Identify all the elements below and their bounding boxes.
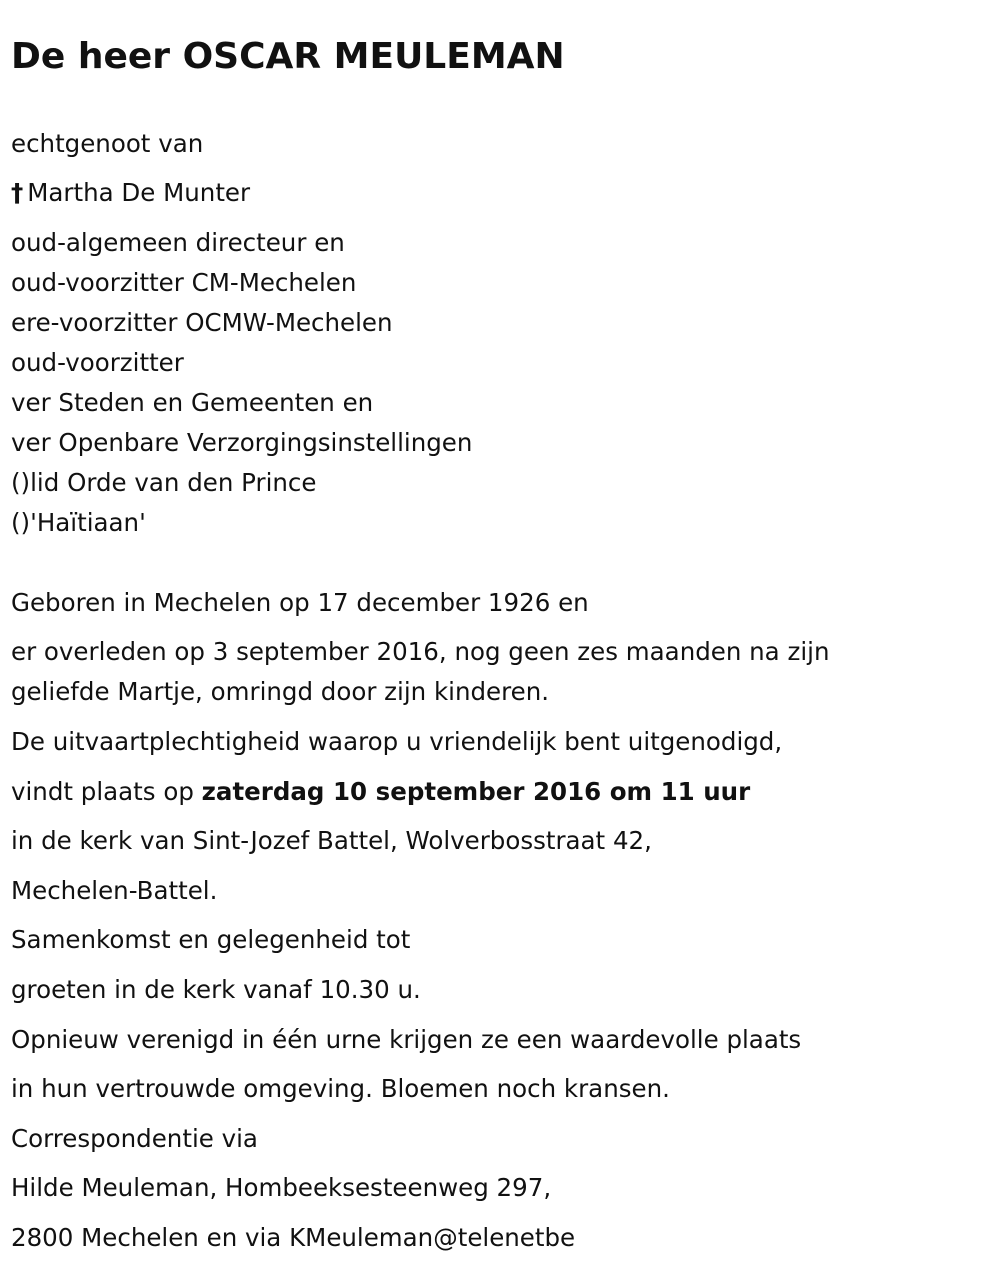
function-line: ()lid Orde van den Prince bbox=[11, 468, 317, 497]
gathering-line: groeten in de kerk vanaf 10.30 u. bbox=[11, 975, 421, 1004]
death-line: er overleden op 3 september 2016, nog geen zes maanden na zijn bbox=[11, 637, 830, 666]
spouse-intro: echtgenoot van bbox=[11, 129, 204, 158]
function-line: ver Openbare Verzorgingsinstellingen bbox=[11, 428, 473, 457]
page-title: De heer OSCAR MEULEMAN bbox=[11, 36, 565, 77]
ceremony-prefix: vindt plaats op bbox=[11, 777, 202, 806]
location-line: Mechelen-Battel. bbox=[11, 876, 218, 905]
function-line: oud-voorzitter bbox=[11, 348, 184, 377]
death-line: geliefde Martje, omringd door zijn kinderen. bbox=[11, 677, 550, 706]
urn-line: in hun vertrouwde omgeving. Bloemen noch kransen. bbox=[11, 1074, 670, 1103]
spouse-name: Martha De Munter bbox=[27, 178, 251, 207]
correspondence-line: Hilde Meuleman, Hombeeksesteenweg 297, bbox=[11, 1173, 552, 1202]
function-line: ver Steden en Gemeenten en bbox=[11, 388, 374, 417]
correspondence-line: 2800 Mechelen en via KMeuleman@telenetbe bbox=[11, 1223, 576, 1252]
cross-icon: † bbox=[11, 178, 24, 207]
ceremony-date-line bbox=[11, 777, 750, 807]
ceremony-date: zaterdag 10 september 2016 om 11 uur bbox=[201, 777, 751, 806]
ceremony-line: De uitvaartplechtigheid waarop u vriendelijk bent uitgenodigd, bbox=[11, 727, 783, 756]
location-line: in de kerk van Sint-Jozef Battel, Wolverbosstraat 42, bbox=[11, 826, 652, 855]
spouse-line bbox=[11, 178, 250, 208]
function-line: ere-voorzitter OCMW-Mechelen bbox=[11, 308, 393, 337]
function-line: ()'Haïtiaan' bbox=[11, 508, 146, 537]
correspondence-line: Correspondentie via bbox=[11, 1124, 258, 1153]
function-line: oud-voorzitter CM-Mechelen bbox=[11, 268, 357, 297]
birth-line: Geboren in Mechelen op 17 december 1926 en bbox=[11, 588, 589, 617]
function-line: oud-algemeen directeur en bbox=[11, 228, 345, 257]
urn-line: Opnieuw verenigd in één urne krijgen ze een waardevolle plaats bbox=[11, 1025, 802, 1054]
gathering-line: Samenkomst en gelegenheid tot bbox=[11, 925, 411, 954]
